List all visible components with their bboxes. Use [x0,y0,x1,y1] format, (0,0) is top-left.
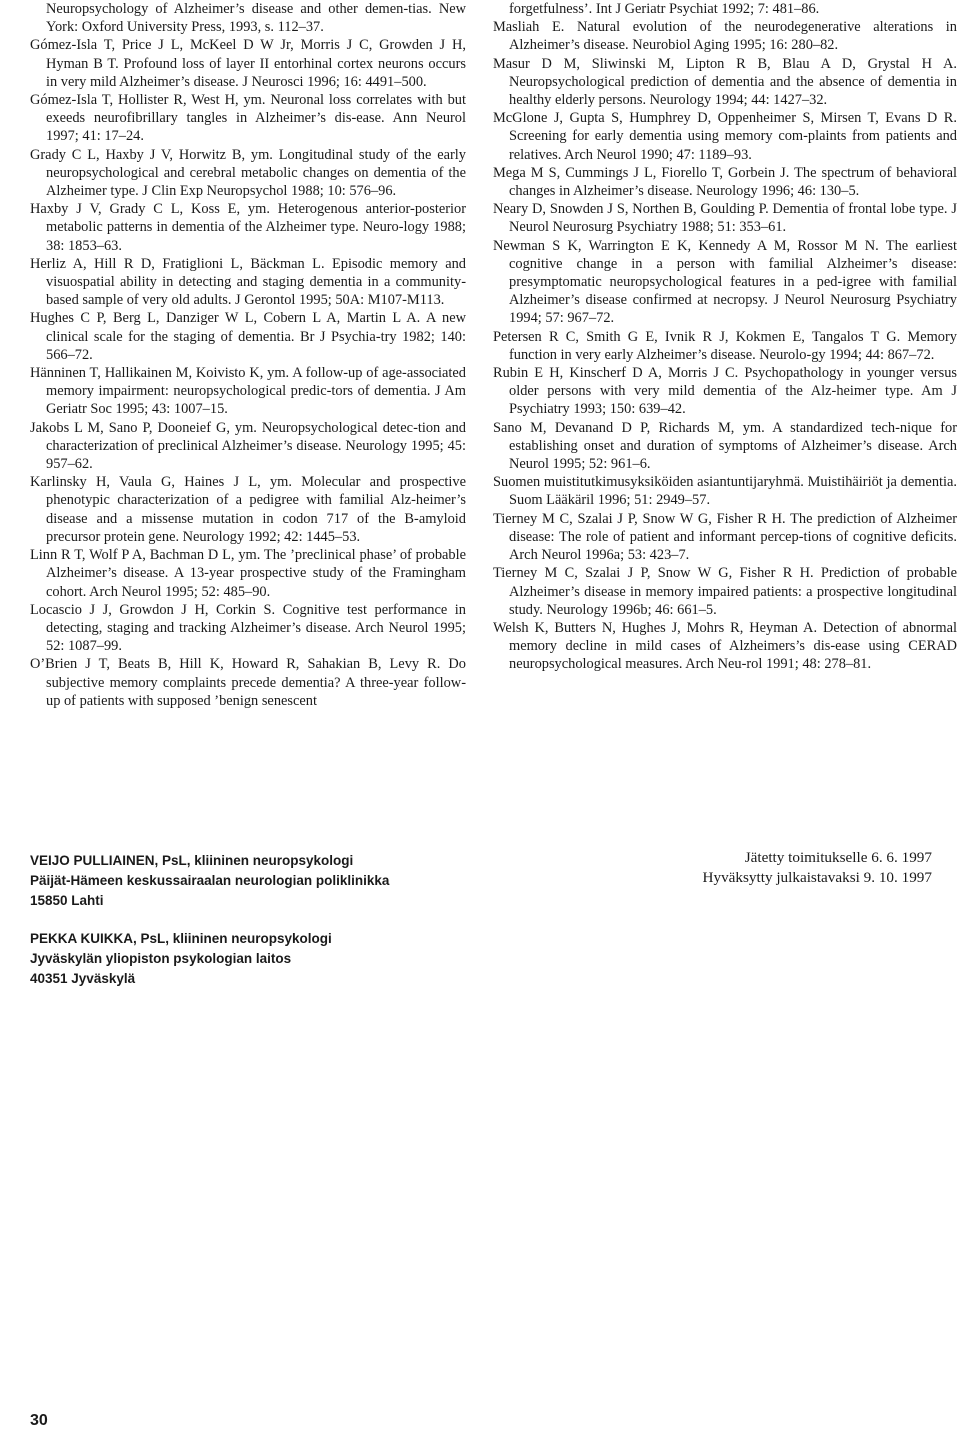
page-number: 30 [30,1412,48,1429]
reference-entry: Suomen muistitutkimusyksiköiden asiantuntijaryhmä. Muistihäiriöt ja dementia. Suom Lääkäril 1996; 51: 2949–57. [493,474,957,509]
author-1-affiliation: Päijät-Hämeen keskussairaalan neurologian poliklinikka [30,873,390,888]
reference-entry: Linn R T, Wolf P A, Bachman D L, ym. The ’preclinical phase’ of probable Alzheimer’s disease. A 13-year prospective study of the Framingham cohort. Arch Neurol 1995; 52: 485–90. [30,547,466,600]
reference-entry: Herliz A, Hill R D, Fratiglioni L, Bäckman L. Episodic memory and visuospatial ability in detecting and staging dementia in a community-based sample of very old adults. J Gerontol 1995; 50A: M107-M113. [30,255,466,309]
received-date: Jätetty toimitukselle 6. 6. 1997 [744,849,932,866]
author-info [30,851,590,1007]
reference-entry: Masliah E. Natural evolution of the neurodegenerative alterations in Alzheimer’s disease. Neurobiol Aging 1995; 16: 280–82. [493,19,957,54]
author-2-address: 40351 Jyväskylä [30,971,136,986]
reference-entry: Neary D, Snowden J S, Northen B, Goulding P. Dementia of frontal lobe type. J Neurol Neurosurg Psychiatry 1988; 51: 353–61. [493,201,957,236]
reference-entry: Hughes C P, Berg L, Danziger W L, Cobern L A, Martin L A. A new clinical scale for the staging of dementia. Br J Psychia-try 1982; 140: 566–72. [30,310,466,363]
reference-entry: Hänninen T, Hallikainen M, Koivisto K, ym. A follow-up of age-associated memory impairment: neuropsychological predic-tors of dementia. J Am Geriatr Soc 1995; 43: 1007–15. [30,365,466,418]
reference-entry: McGlone J, Gupta S, Humphrey D, Oppenheimer S, Mirsen T, Evans D R. Screening for early dementia using memory com-plaints from patients and relatives. Arch Neurol 1990; 47: 1189–93. [493,110,957,163]
author-2-name: PEKKA KUIKKA, PsL, kliininen neuropsykologi [30,931,332,946]
author-2-affiliation: Jyväskylän yliopiston psykologian laitos [30,951,292,966]
reference-entry: Grady C L, Haxby J V, Horwitz B, ym. Longitudinal study of the early neuropsychological and cerebral metabolic changes on dementia of the Alzheimer type. J Clin Exp Neuropsychol 1988; 10: 576–96. [30,146,466,200]
author-1-address: 15850 Lahti [30,893,104,908]
reference-entry: Welsh K, Butters N, Hughes J, Mohrs R, Heyman A. Detection of abnormal memory decline in mild cases of Alzheimers’s dis-ease using CERAD neuropsychological measures. Arch Neu-rol 1991; 48: 278–81. [493,619,957,673]
reference-entry: Haxby J V, Grady C L, Koss E, ym. Heterogenous anterior-posterior metabolic patterns in dementia of the Alzheimer type. Neuro-logy 1988; 38: 1853–63. [30,201,466,254]
reference-entry: Gómez-Isla T, Price J L, McKeel D W Jr, Morris J C, Growden J H, Hyman B T. Profound loss of layer II entorhinal cortex neurons occurs in very mild Alzheimer’s disease. J Neurosci 1996; 16: 4491–500. [30,37,466,90]
reference-entry: Karlinsky H, Vaula G, Haines J L, ym. Molecular and prospective phenotypic characterization of a pedigree with familial Alz-heimer’s disease and a missense mutation in codon 717 of the B-amyloid precursor protein gene. Neurology 1992; 42: 1445–53. [30,474,466,545]
author-1-name: VEIJO PULLIAINEN, PsL, kliininen neuropsykologi [30,853,354,868]
reference-entry: Tierney M C, Szalai J P, Snow W G, Fisher R H. The prediction of Alzheimer disease: The role of patient and informant percep-tions of cognitive deficits. Arch Neurol 1996a; 53: 423–7. [493,510,957,564]
reference-entry: Masur D M, Sliwinski M, Lipton R B, Blau A D, Grystal H A. Neuropsychological prediction of dementia and the absence of dementia in healthy elderly persons. Neurology 1994; 44: 1427–32. [493,55,957,109]
reference-entry: Gómez-Isla T, Hollister R, West H, ym. Neuronal loss correlates with but exeeds neurofibrillary tangles in Alzheimer’s dis-ease. Ann Neurol 1997; 41: 17–24. [30,92,466,145]
reference-entry: Petersen R C, Smith G E, Ivnik R J, Kokmen E, Tangalos T G. Memory function in very early Alzheimer’s disease. Neurolo-gy 1994; 44: 867–72. [493,328,957,363]
references-column-right [493,0,957,674]
reference-entry: O’Brien J T, Beats B, Hill K, Howard R, Sahakian B, Levy R. Do subjective memory complaints precede dementia? A three-year follow-up of patients with supposed ’benign senescent [30,656,466,709]
reference-entry: forgetfulness’. Int J Geriatr Psychiat 1992; 7: 481–86. [509,1,820,17]
references-column-left [30,0,466,710]
reference-entry: Newman S K, Warrington E K, Kennedy A M, Rossor M N. The earliest cognitive change in a person with familial Alzheimer’s disease: presymptomatic neuropsychological features in a ped-igree with familial Alzheimer’s disease confirmed at necropsy. J Neurol Neurosurg Psychiatry 1994; 57: 967–72. [493,237,957,327]
author-block-1 [30,851,590,911]
reference-entry: Mega M S, Cummings J L, Fiorello T, Gorbein J. The spectrum of behavioral changes in Alzheimer’s disease. Neurology 1996; 46: 130–5. [493,164,957,200]
author-block-2 [30,929,590,989]
reference-entry: Tierney M C, Szalai J P, Snow W G, Fisher R H. Prediction of probable Alzheimer’s disease in memory impaired patients: a prospective longitudinal study. Neurology 1996b; 46: 661–5. [493,565,957,618]
reference-entry: Sano M, Devanand D P, Richards M, ym. A standardized tech-nique for establishing onset and duration of symptoms of Alzheimer’s disease. Arch Neurol 1995; 52: 961–6. [493,419,957,473]
reference-entry: Locascio J J, Growdon J H, Corkin S. Cognitive test performance in detecting, staging and tracking Alzheimer’s disease. Arch Neurol 1995; 52: 1087–99. [30,601,466,655]
reference-entry: Jakobs L M, Sano P, Dooneief G, ym. Neuropsychological detec-tion and characterization of preclinical Alzheimer’s disease. Neurology 1995; 45: 957–62. [30,419,466,473]
reference-entry: Rubin E H, Kinscherf D A, Morris J C. Psychopathology in younger versus older persons with very mild dementia of the Alz-heimer type. Am J Psychiatry 1993; 150: 639–42. [493,365,957,418]
submission-dates [703,848,932,888]
accepted-date: Hyväksytty julkaistavaksi 9. 10. 1997 [702,869,932,886]
reference-entry: Neuropsychology of Alzheimer’s disease and other demen-tias. New York: Oxford University Press, 1993, s. 112–37. [46,1,466,36]
